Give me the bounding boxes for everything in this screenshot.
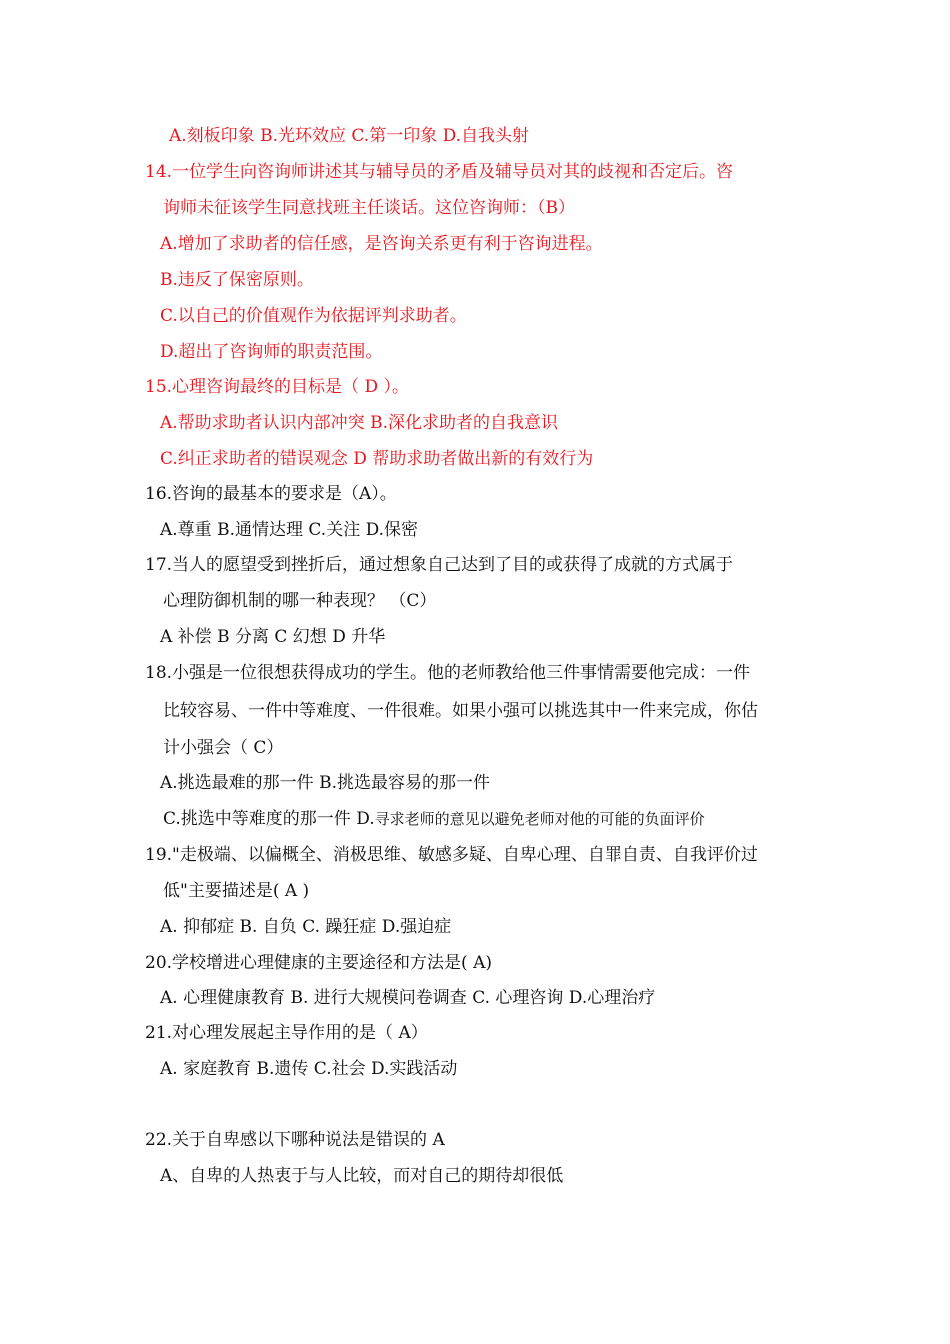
q19-options: A. 抑郁症 B. 自负 C. 躁狂症 D.强迫症 bbox=[160, 917, 452, 937]
q14-option-d: D.超出了咨询师的职责范围。 bbox=[160, 342, 383, 362]
q21-stem: 21.对心理发展起主导作用的是（ A） bbox=[145, 1023, 428, 1043]
q14-option-a: A.增加了求助者的信任感，是咨询关系更有利于咨询进程。 bbox=[160, 234, 603, 254]
q14-stem-line-2: 询师未征该学生同意找班主任谈话。这位咨询师：（B） bbox=[163, 198, 575, 218]
q18-options-ab: A.挑选最难的那一件 B.挑选最容易的那一件 bbox=[160, 773, 490, 793]
q18-stem-line-3: 计小强会（ C） bbox=[163, 738, 284, 758]
q17-stem-line-1: 17.当人的愿望受到挫折后，通过想象自己达到了目的或获得了成就的方式属于 bbox=[145, 555, 734, 575]
q18-options-cd bbox=[163, 807, 705, 831]
q22-option-a: A、自卑的人热衷于与人比较，而对自己的期待却很低 bbox=[160, 1166, 564, 1186]
q19-stem-line-1: 19."走极端、以偏概全、消极思维、敏感多疑、自卑心理、自罪自责、自我评价过 bbox=[145, 845, 758, 865]
q20-stem: 20.学校增进心理健康的主要途径和方法是( A) bbox=[145, 953, 492, 973]
q17-stem-line-2: 心理防御机制的哪一种表现？ （C） bbox=[163, 591, 437, 611]
q18-stem-line-2: 比较容易、一件中等难度、一件很难。如果小强可以挑选其中一件来完成，你估 bbox=[163, 701, 758, 721]
q14-stem-line-1: 14.一位学生向咨询师讲述其与辅导员的矛盾及辅导员对其的歧视和否定后。咨 bbox=[145, 162, 734, 182]
q16-stem: 16.咨询的最基本的要求是（A）。 bbox=[145, 484, 397, 504]
q15-options-cd: C.纠正求助者的错误观念 D 帮助求助者做出新的有效行为 bbox=[160, 449, 594, 469]
q13-options: A.刻板印象 B.光环效应 C.第一印象 D.自我头射 bbox=[169, 126, 530, 146]
q16-options: A.尊重 B.通情达理 C.关注 D.保密 bbox=[160, 520, 419, 540]
q22-stem: 22.关于自卑感以下哪种说法是错误的 A bbox=[145, 1130, 445, 1150]
q15-stem: 15.心理咨询最终的目标是（ D ）。 bbox=[145, 377, 409, 397]
q17-options: A 补偿 B 分离 C 幻想 D 升华 bbox=[160, 627, 386, 647]
q14-option-b: B.违反了保密原则。 bbox=[160, 270, 314, 290]
q18-option-d-text: 寻求老师的意见以避免老师对他的可能的负面评价 bbox=[374, 810, 705, 828]
q18-stem-line-1: 18.小强是一位很想获得成功的学生。他的老师教给他三件事情需要他完成：一件 bbox=[145, 663, 751, 683]
q14-option-c: C.以自己的价值观作为依据评判求助者。 bbox=[160, 306, 467, 326]
q19-stem-line-2: 低"主要描述是( A ) bbox=[163, 881, 310, 901]
q15-options-ab: A.帮助求助者认识内部冲突 B.深化求助者的自我意识 bbox=[160, 413, 558, 433]
q21-options: A. 家庭教育 B.遗传 C.社会 D.实践活动 bbox=[160, 1059, 458, 1079]
q18-option-c: C.挑选中等难度的那一件 D. bbox=[163, 809, 375, 829]
q20-options: A. 心理健康教育 B. 进行大规模问卷调查 C. 心理咨询 D.心理治疗 bbox=[160, 988, 656, 1008]
